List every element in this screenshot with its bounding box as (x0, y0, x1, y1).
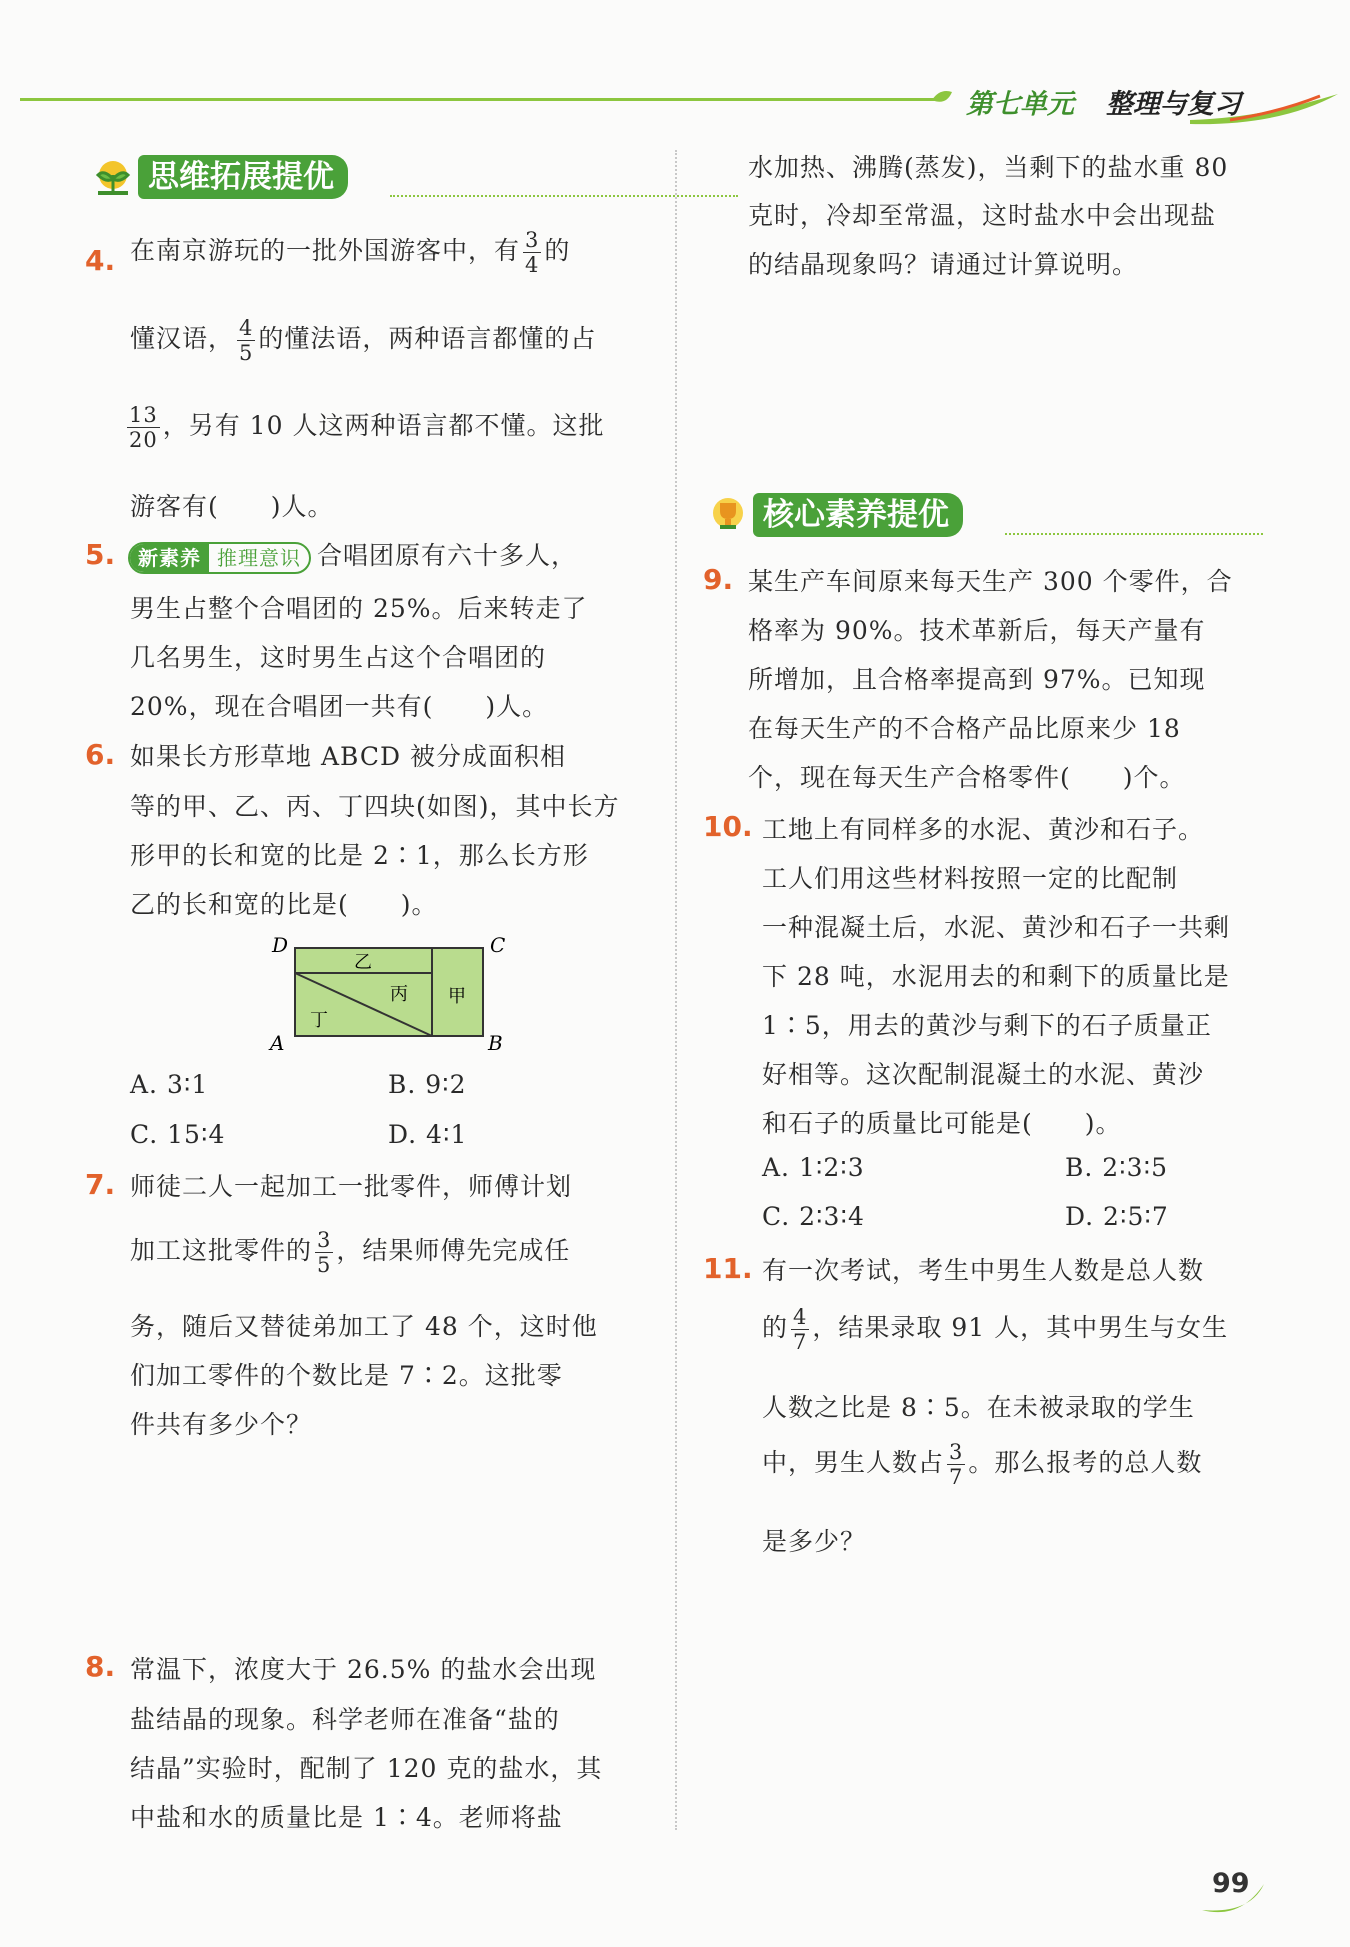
denominator: 7 (949, 1465, 964, 1489)
text-line: 人数之比是 8∶5。在未被录取的学生 (762, 1393, 1195, 1422)
text-line: 是多少？ (762, 1527, 867, 1556)
text-line: 好相等。这次配制混凝土的水泥、黄沙 (762, 1060, 1205, 1089)
dotted-rule (1005, 533, 1263, 535)
header-rule (20, 98, 940, 101)
leaf-icon (930, 88, 954, 110)
text-line (130, 1228, 570, 1277)
page-number: 99 (1212, 1868, 1250, 1899)
fraction (523, 228, 541, 277)
text-line: 男生占整个合唱团的 25%。后来转走了 (130, 594, 588, 623)
text-line: 几名男生，这时男生占这个合唱团的 (130, 643, 547, 672)
vertex-label-b: B (488, 1031, 503, 1055)
text-line: 和石子的质量比可能是( )。 (762, 1109, 1122, 1138)
text-line: 们加工零件的个数比是 7∶2。这批零 (130, 1361, 563, 1390)
region-label-bing: 丙 (390, 984, 408, 1005)
question-number: 9. (703, 563, 734, 596)
denominator: 20 (129, 428, 158, 452)
text-line: 20%，现在合唱团一共有( )人。 (130, 692, 549, 721)
text-segment: 懂汉语， (130, 324, 235, 353)
denominator: 4 (525, 253, 540, 277)
header-topic: 整理与复习 (1106, 89, 1241, 120)
region-label-jia: 甲 (448, 986, 466, 1007)
question-number: 4. (85, 244, 116, 277)
text-line (128, 536, 577, 574)
text-line: 务，随后又替徒弟加工了 48 个，这时他 (130, 1312, 598, 1341)
numerator: 4 (239, 316, 254, 340)
denominator: 5 (317, 1253, 332, 1277)
fraction (315, 1228, 333, 1277)
section-title: 思维拓展提优 (138, 155, 348, 199)
region-label-ding: 丁 (310, 1010, 328, 1031)
page-swoosh (1200, 1880, 1270, 1920)
trophy-icon (705, 495, 751, 535)
text-line (762, 1440, 1202, 1489)
text-line: 所增加，且合格率提高到 97%。已知现 (748, 665, 1206, 694)
text-segment: 的懂法语，两种语言都懂的占 (258, 324, 597, 353)
text-line (124, 403, 604, 452)
tag-sub: 推理意识 (217, 545, 301, 570)
text-segment: 合唱团原有六十多人， (317, 541, 578, 570)
text-line: 格率为 90%。技术革新后，每天产量有 (748, 616, 1206, 645)
text-line: 一种混凝土后，水泥、黄沙和石子一共剩 (762, 913, 1231, 942)
numerator: 3 (949, 1440, 964, 1464)
text-line: 游客有( )人。 (130, 492, 334, 521)
region-label-yi: 乙 (354, 952, 372, 973)
text-line: 在每天生产的不合格产品比原来少 18 (748, 714, 1181, 743)
fraction (947, 1440, 965, 1489)
numerator: 3 (525, 228, 540, 252)
swoosh-decoration (1190, 90, 1340, 126)
option-b: B. 9∶2 (388, 1070, 467, 1099)
section-banner-thinking (90, 155, 650, 199)
text-line: 工地上有同样多的水泥、黄沙和石子。 (762, 815, 1205, 844)
question-number: 6. (85, 738, 116, 771)
column-divider (675, 150, 677, 1830)
question-number: 5. (85, 538, 116, 571)
dotted-rule (390, 195, 738, 197)
numerator: 13 (129, 403, 158, 427)
text-line: 中盐和水的质量比是 1∶4。老师将盐 (130, 1803, 563, 1832)
text-line: 形甲的长和宽的比是 2∶1，那么长方形 (130, 841, 589, 870)
question-number: 7. (85, 1168, 116, 1201)
text-line: 某生产车间原来每天生产 300 个零件，合 (748, 567, 1233, 596)
text-line: 有一次考试，考生中男生人数是总人数 (762, 1256, 1205, 1285)
option-c: C. 15∶4 (130, 1120, 226, 1149)
text-line: 的结晶现象吗？请通过计算说明。 (748, 250, 1139, 279)
fraction (127, 403, 160, 452)
section-title: 核心素养提优 (753, 493, 963, 537)
option-d: D. 2∶5∶7 (1065, 1202, 1169, 1231)
text-segment: 中，男生人数占 (762, 1448, 945, 1477)
text-line: 工人们用这些材料按照一定的比配制 (762, 864, 1179, 893)
numerator: 3 (317, 1228, 332, 1252)
text-line: 结晶”实验时，配制了 120 克的盐水，其 (130, 1754, 603, 1783)
option-d: D. 4∶1 (388, 1120, 468, 1149)
text-line: 盐结晶的现象。科学老师在准备“盐的 (130, 1705, 560, 1734)
text-line: 等的甲、乙、丙、丁四块(如图)，其中长方 (130, 792, 620, 821)
option-a: A. 3∶1 (130, 1070, 209, 1099)
question-number: 8. (85, 1650, 116, 1683)
question-number: 11. (703, 1252, 753, 1285)
text-line: 师徒二人一起加工一批零件，师傅计划 (130, 1172, 573, 1201)
text-line: 1∶5，用去的黄沙与剩下的石子质量正 (762, 1011, 1212, 1040)
text-line: 克时，冷却至常温，这时盐水中会出现盐 (748, 201, 1217, 230)
text-segment: 的 (544, 236, 571, 265)
text-segment: 加工这批零件的 (130, 1236, 313, 1265)
text-line: 下 28 吨，水泥用去的和剩下的质量比是 (762, 962, 1230, 991)
question-number: 10. (703, 810, 753, 843)
denominator: 7 (793, 1330, 808, 1354)
fraction (237, 316, 255, 365)
text-segment: ，另有 10 人这两种语言都不懂。这批 (162, 411, 605, 440)
rectangle-figure (262, 930, 522, 1060)
text-line: 件共有多少个？ (130, 1410, 313, 1439)
text-line: 个，现在每天生产合格零件( )个。 (748, 763, 1186, 792)
literacy-tag (128, 542, 311, 574)
text-line: 水加热、沸腾(蒸发)，当剩下的盐水重 80 (748, 153, 1229, 182)
header-unit: 第七单元 (966, 89, 1074, 120)
text-line: 乙的长和宽的比是( )。 (130, 890, 438, 919)
numerator: 4 (793, 1305, 808, 1329)
sprout-icon (90, 157, 136, 197)
text-segment: 在南京游玩的一批外国游客中，有 (130, 236, 521, 265)
text-segment: 的 (762, 1313, 789, 1342)
text-line (130, 228, 570, 277)
text-segment: 。那么报考的总人数 (968, 1448, 1203, 1477)
fraction (791, 1305, 809, 1354)
option-b: B. 2∶3∶5 (1065, 1153, 1168, 1182)
section-banner-core (705, 493, 1265, 537)
text-line: 如果长方形草地 ABCD 被分成面积相 (130, 742, 566, 771)
vertex-label-a: A (270, 1031, 285, 1055)
text-segment: ，结果师傅先完成任 (336, 1236, 571, 1265)
text-segment: ，结果录取 91 人，其中男生与女生 (812, 1313, 1229, 1342)
text-line (130, 316, 596, 365)
vertex-label-c: C (490, 933, 506, 957)
option-a: A. 1∶2∶3 (762, 1153, 865, 1182)
text-line: 常温下，浓度大于 26.5% 的盐水会出现 (130, 1655, 597, 1684)
option-c: C. 2∶3∶4 (762, 1202, 865, 1231)
text-line (762, 1305, 1228, 1354)
vertex-label-d: D (272, 933, 289, 957)
tag-main: 新素养 (130, 544, 209, 572)
denominator: 5 (239, 341, 254, 365)
